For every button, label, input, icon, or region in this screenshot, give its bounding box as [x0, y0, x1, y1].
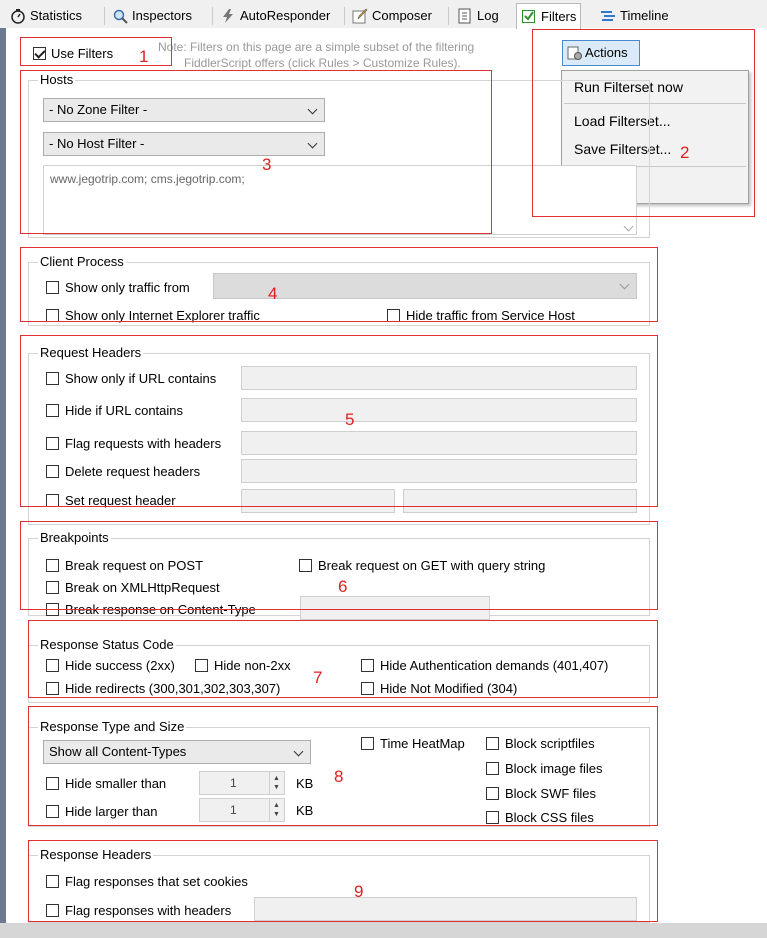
chevron-down-icon	[308, 139, 318, 149]
menu-item-load-filterset[interactable]: Load Filterset...	[574, 113, 671, 129]
block-css-label: Block CSS files	[505, 810, 594, 825]
log-icon	[457, 8, 473, 24]
actions-label: Actions	[585, 45, 628, 60]
magnifier-icon	[112, 8, 128, 24]
hide-larger-value: 1	[230, 803, 237, 817]
hide-service-host-label: Hide traffic from Service Host	[406, 308, 575, 323]
tab-inspectors[interactable]	[108, 5, 196, 27]
flag-cookies-label: Flag responses that set cookies	[65, 874, 248, 889]
spin-up-icon[interactable]: ▲	[273, 775, 280, 782]
host-filter-value: - No Host Filter -	[49, 136, 145, 151]
tab-label: Log	[477, 8, 499, 23]
annotation-label-3: 3	[262, 155, 272, 174]
flag-cookies-checkbox[interactable]	[46, 875, 59, 888]
tab-bar	[0, 0, 767, 28]
request-headers-title: Request Headers	[40, 345, 142, 360]
hide-auth-checkbox[interactable]	[361, 659, 374, 672]
hide-success-label: Hide success (2xx)	[65, 658, 175, 673]
flag-request-headers-input[interactable]	[241, 431, 637, 455]
tab-timeline[interactable]	[596, 5, 673, 27]
annotation-label-6: 6	[338, 577, 348, 596]
hide-smaller-unit: KB	[296, 776, 314, 791]
annotation-label-2: 2	[680, 143, 690, 162]
block-script-checkbox[interactable]	[486, 737, 499, 750]
scroll-down-icon[interactable]	[624, 222, 634, 232]
show-only-url-input[interactable]	[241, 366, 637, 390]
chevron-down-icon	[294, 747, 304, 757]
block-swf-label: Block SWF files	[505, 786, 597, 801]
breakpoints-title: Breakpoints	[40, 530, 109, 545]
hide-non2xx-label: Hide non-2xx	[214, 658, 291, 673]
hide-url-checkbox[interactable]	[46, 404, 59, 417]
annotation-label-7: 7	[313, 668, 323, 687]
hosts-text: www.jegotrip.com; cms.jegotrip.com;	[50, 172, 245, 186]
menu-item-run-filterset[interactable]: Run Filterset now	[574, 79, 683, 95]
break-content-type-checkbox[interactable]	[46, 603, 59, 616]
set-request-header-label: Set request header	[65, 493, 176, 508]
note-line1: Note: Filters on this page are a simple subset of the filtering	[158, 40, 475, 54]
zone-filter-dropdown[interactable]	[43, 98, 325, 122]
hosts-title: Hosts	[40, 72, 74, 87]
actions-button[interactable]	[562, 40, 640, 66]
lightning-icon	[220, 8, 236, 24]
use-filters-label: Use Filters	[51, 46, 114, 61]
pencil-icon	[352, 8, 368, 24]
note-line2: FiddlerScript offers (click Rules > Customize Rules).	[184, 56, 461, 70]
annotation-label-5: 5	[345, 410, 355, 429]
tab-log[interactable]	[453, 5, 503, 27]
break-content-type-input[interactable]	[300, 596, 490, 620]
flag-request-headers-checkbox[interactable]	[46, 437, 59, 450]
annotation-label-9: 9	[354, 882, 364, 901]
spin-down-icon[interactable]: ▼	[273, 784, 280, 791]
break-post-label: Break request on POST	[65, 558, 204, 573]
flag-request-headers-label: Flag requests with headers	[65, 436, 222, 451]
block-image-label: Block image files	[505, 761, 603, 776]
hide-smaller-checkbox[interactable]	[46, 777, 59, 790]
annotation-label-8: 8	[334, 767, 344, 786]
hide-larger-label: Hide larger than	[65, 804, 158, 819]
hide-service-host-checkbox[interactable]	[387, 309, 400, 322]
response-type-title: Response Type and Size	[40, 719, 185, 734]
tab-label: Inspectors	[132, 8, 192, 23]
response-status-title: Response Status Code	[40, 637, 174, 652]
left-border	[0, 28, 6, 923]
set-header-name-input[interactable]	[241, 489, 395, 513]
gear-icon	[567, 45, 583, 69]
response-headers-title: Response Headers	[40, 847, 152, 862]
block-css-checkbox[interactable]	[486, 811, 499, 824]
hide-redirects-label: Hide redirects (300,301,302,303,307)	[65, 681, 281, 696]
set-request-header-checkbox[interactable]	[46, 494, 59, 507]
break-xhr-checkbox[interactable]	[46, 581, 59, 594]
flag-response-headers-input[interactable]	[254, 897, 637, 921]
hosts-textarea[interactable]	[43, 165, 637, 235]
flag-response-headers-checkbox[interactable]	[46, 904, 59, 917]
hide-url-input[interactable]	[241, 398, 637, 422]
hide-smaller-label: Hide smaller than	[65, 776, 167, 791]
hide-redirects-checkbox[interactable]	[46, 682, 59, 695]
flag-response-headers-label: Flag responses with headers	[65, 903, 232, 918]
hide-success-checkbox[interactable]	[46, 659, 59, 672]
delete-request-headers-label: Delete request headers	[65, 464, 201, 479]
delete-request-headers-checkbox[interactable]	[46, 465, 59, 478]
spin-up-icon[interactable]: ▲	[273, 802, 280, 809]
use-filters-checkbox[interactable]	[33, 47, 46, 60]
hide-url-label: Hide if URL contains	[65, 403, 184, 418]
show-only-ie-checkbox[interactable]	[46, 309, 59, 322]
show-only-ie-label: Show only Internet Explorer traffic	[65, 308, 260, 323]
hide-non2xx-checkbox[interactable]	[195, 659, 208, 672]
break-xhr-label: Break on XMLHttpRequest	[65, 580, 220, 595]
block-swf-checkbox[interactable]	[486, 787, 499, 800]
host-filter-dropdown[interactable]	[43, 132, 325, 156]
time-heatmap-checkbox[interactable]	[361, 737, 374, 750]
timeline-icon	[600, 8, 616, 24]
tab-label: Filters	[541, 8, 577, 24]
show-only-url-checkbox[interactable]	[46, 372, 59, 385]
stopwatch-icon	[10, 8, 26, 24]
tab-statistics[interactable]	[6, 5, 86, 27]
chevron-down-icon	[308, 105, 318, 115]
show-only-traffic-label: Show only traffic from	[65, 280, 190, 295]
show-only-traffic-checkbox[interactable]	[46, 281, 59, 294]
content-types-value: Show all Content-Types	[49, 744, 187, 759]
hide-not-modified-label: Hide Not Modified (304)	[380, 681, 518, 696]
hide-not-modified-checkbox[interactable]	[361, 682, 374, 695]
set-header-value-input[interactable]	[403, 489, 637, 513]
delete-request-headers-input[interactable]	[241, 459, 637, 483]
time-heatmap-label: Time HeatMap	[380, 736, 465, 751]
break-post-checkbox[interactable]	[46, 559, 59, 572]
tab-label: Composer	[372, 8, 432, 23]
annotation-label-4: 4	[268, 284, 278, 303]
zone-filter-value: - No Zone Filter -	[49, 102, 148, 117]
check-icon	[521, 9, 537, 25]
client-process-title: Client Process	[40, 254, 124, 269]
block-image-checkbox[interactable]	[486, 762, 499, 775]
break-content-type-label: Break response on Content-Type	[65, 602, 256, 617]
tab-label: Statistics	[30, 8, 83, 23]
break-get-checkbox[interactable]	[299, 559, 312, 572]
spin-down-icon[interactable]: ▼	[273, 811, 280, 818]
status-strip	[0, 923, 767, 938]
tab-label: AutoResponder	[240, 8, 331, 23]
hide-larger-checkbox[interactable]	[46, 805, 59, 818]
hide-larger-stepper[interactable]	[199, 798, 285, 822]
break-get-label: Break request on GET with query string	[318, 558, 546, 573]
hide-larger-unit: KB	[296, 803, 314, 818]
chevron-down-icon	[620, 280, 630, 290]
menu-item-save-filterset[interactable]: Save Filterset...	[574, 141, 672, 157]
tab-autoresponder[interactable]	[216, 5, 334, 27]
tab-filters[interactable]	[516, 3, 581, 29]
tab-composer[interactable]	[348, 5, 436, 27]
annotation-label-1: 1	[139, 47, 149, 66]
hide-smaller-stepper[interactable]	[199, 771, 285, 795]
hide-auth-label: Hide Authentication demands (401,407)	[380, 658, 609, 673]
content-types-dropdown[interactable]	[43, 740, 311, 764]
block-script-label: Block scriptfiles	[505, 736, 595, 751]
tab-label: Timeline	[620, 8, 669, 23]
show-only-url-label: Show only if URL contains	[65, 371, 217, 386]
hide-smaller-value: 1	[230, 776, 237, 790]
